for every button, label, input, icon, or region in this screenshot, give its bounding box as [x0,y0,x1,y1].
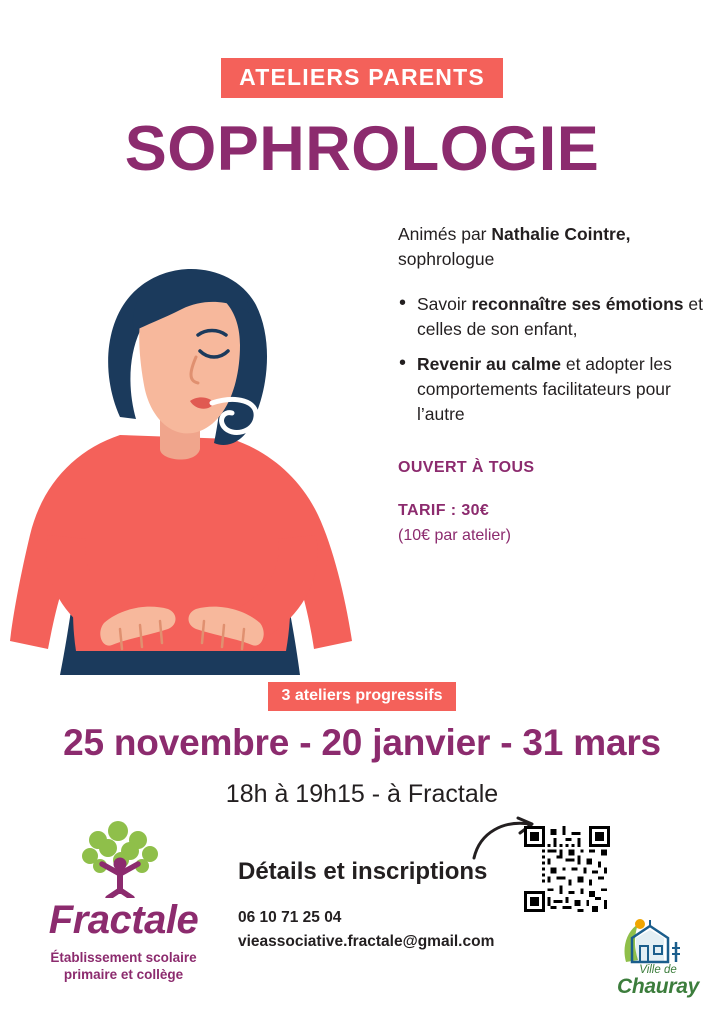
chauray-ville-label: Ville de [639,964,677,976]
qr-code[interactable] [524,826,610,912]
chauray-name-label: Chauray [617,975,699,999]
breathing-woman-illustration [0,205,390,675]
fractale-tree-icon [64,820,184,898]
eyebrow-badge: ATELIERS PARENTS [221,58,503,98]
list-item [398,292,704,342]
contact-email: vieassociative.fractale@gmail.com [238,933,495,951]
details-heading: Détails et inscriptions [238,858,488,885]
workshops-badge-container [0,682,724,711]
session-dates: 25 novembre - 20 janvier - 31 mars [63,722,661,763]
fractale-logo [16,820,231,984]
contact-block [238,906,494,954]
list-item [398,352,704,427]
point-text-bold: Revenir au calme [417,354,561,375]
price-label: TARIF : 30€ [398,501,490,519]
benefits-list [398,292,704,427]
fractale-name: Fractale [48,898,199,942]
price-detail: (10€ par atelier) [398,527,511,545]
info-column [398,222,704,548]
facilitator-line [398,222,704,272]
point-text-post: et celles de son enfant, [417,293,703,339]
point-text-post: et adopter les comportements facilitateurs pour l’autre [417,354,672,425]
chauray-emblem-icon [606,918,710,968]
fractale-subtitle-line2: primaire et collège [63,966,184,982]
open-to-all-note: OUVERT À TOUS [398,458,535,476]
fractale-subtitle [16,950,231,984]
point-text-pre: Savoir [417,293,472,314]
chauray-wordmark [606,964,710,999]
page-title: SOPHROLOGIE [124,114,600,184]
workshops-count-badge: 3 ateliers progressifs [268,682,457,711]
session-hours-location: 18h à 19h15 - à Fractale [225,780,499,808]
eyebrow-container [0,58,724,98]
facilitator-name: Nathalie Cointre, [491,224,631,244]
facilitator-prefix: Animés par [398,224,492,244]
point-text-bold: reconnaître ses émotions [471,293,684,314]
chauray-logo [606,918,710,1004]
facilitator-role: sophrologue [398,248,495,269]
contact-phone: 06 10 71 25 04 [238,909,342,926]
fractale-subtitle-line1: Établissement scolaire [50,950,197,965]
